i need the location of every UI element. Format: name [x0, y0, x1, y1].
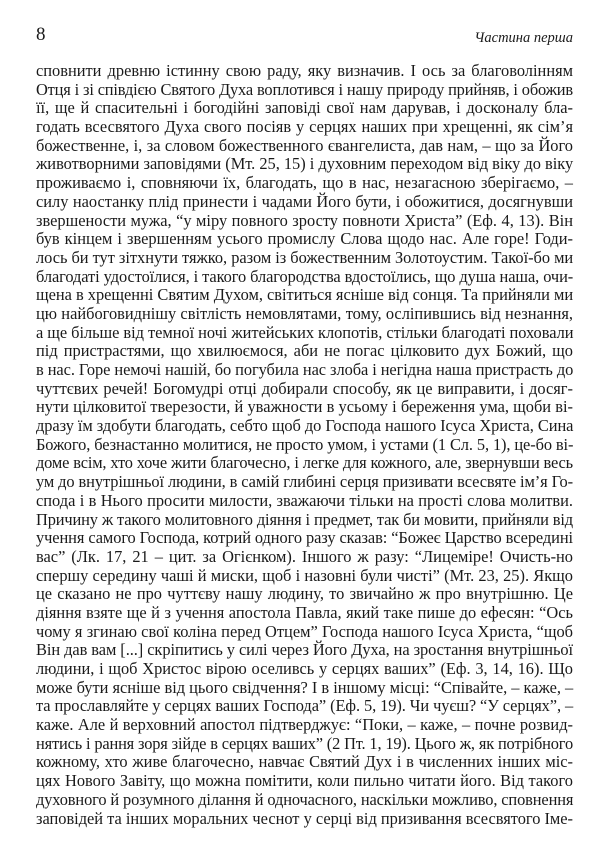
- text-line: кожному, хто живе благочесно, навчає Святий Дух і в численних інших міс-: [36, 752, 573, 772]
- text-line: доме всім, хто хоче жити благочесно, і легке для кожного, але, звернувши весь: [36, 453, 573, 473]
- text-line: чуттєвих речей! Богомудрі отці добирали способу, як це виправити, і досяг-: [36, 378, 573, 398]
- text-line: спершу середину чаші й миски, щоб і назовні були чисті” (Мт. 23, 25). Якщо: [36, 565, 573, 585]
- text-line: її, ще й спасительні і богодійні заповіді свої нам дарував, і досконалу бла-: [36, 98, 573, 118]
- text-line: був кінцем і звершенням усього промислу Слова щодо нас. Але горе! Годи-: [36, 229, 573, 249]
- text-line: годать всесвятого Духа свого посіяв у серцях наших при хрещенні, як сім’я: [36, 117, 573, 137]
- text-line: в нас. Горе немочі нашій, бо погубила нас злоба і негідна наша пристрасть до: [36, 360, 574, 379]
- text-line: лось би тут зітхнути тяжко, разом із божественним Золотоустим. Такої-бо ми: [36, 247, 574, 267]
- text-line: животворними заповідями (Мт. 25, 15) і духовним переходом від віку до віку: [36, 154, 574, 174]
- text-line: а ще більше від темної ночі житейських клопотів, стільки благодаті поховали: [36, 322, 574, 342]
- page-header: [36, 24, 573, 48]
- text-line: заповідей та інших моральних чеснот у серці від призивання всесвятого Іме-: [36, 808, 573, 828]
- text-line: може бути ясніше від цього свідчення? І в іншому місці: “Співайте, – каже, –: [36, 677, 574, 697]
- text-line: Він дав вам [...] скріпитись у силі через Його Духа, на зростання внутрішньої: [36, 640, 574, 660]
- text-line: спода і в Нього просити милости, зважаючи тільки на прості слова молитви.: [36, 490, 573, 510]
- text-line: нятись і рання зоря зійде в серцях ваших” (2 Пт. 1, 19). Цього ж, як потрібного: [36, 733, 573, 753]
- running-title: Частина перша: [474, 30, 573, 46]
- text-line: Причину ж такого молитовного діяння і предмет, так би мовити, прийняли від: [36, 509, 573, 529]
- text-line: вас” (Лк. 17, 21 – цит. за Огієнком). Іншого ж разу: “Лицеміре! Очисть-но: [36, 546, 573, 566]
- text-line: Отця і зі співдією Святого Духа воплотився і нашу природу прийняв, і обожив: [36, 79, 573, 99]
- text-line: божественне, і, за словом божественного євангелиста, дав нам, – що за Його: [36, 135, 573, 155]
- text-line: звершености мужа, “у міру повного зросту повноти Христа” (Еф. 4, 13). Він: [36, 210, 573, 230]
- text-line: силу наостанку плід принести і чадами Його бути, і обожитися, досягнувши: [36, 191, 573, 211]
- text-line: каже. Але й верховний апостол підтверджує: “Поки, – каже, – почне розвид-: [36, 715, 573, 735]
- text-line: дразу їм здобути благодать, себто щоб до Господа нашого Ісуса Христа, Сина: [36, 416, 574, 436]
- text-line: цю найбоговиднішу світлість немовлятами, тому, осліпившись від незнання,: [36, 303, 573, 323]
- page-number: 8: [36, 24, 46, 45]
- text-line: це сказано не про чуттєву нашу людину, то звичайно ж про внутрішню. Це: [36, 584, 573, 604]
- text-line: нути цілковитої тверезости, й уважности в усьому і береження ума, щоби ві-: [36, 397, 573, 417]
- text-line: ум до внутрішньої людини, в самій глибині серця призивати всесвяте ім’я Го-: [36, 472, 573, 492]
- text-line: благодаті удостоїлися, і такого благородства вдостоїлись, що душа наша, очи-: [36, 266, 574, 286]
- text-line: під пристрастями, що хвилюємося, аби не погас цілковито дух Божий, що: [36, 341, 573, 361]
- text-line: цях Нового Завіту, що можна помітити, коли пильно читати його. Від такого: [36, 771, 573, 791]
- text-line: діяння взяте ще й з учення апостола Павла, який таке пише до ефесян: “Ось: [36, 602, 573, 622]
- text-line: учення самого Господа, котрий одного разу сказав: “Божеє Царство всередині: [36, 528, 574, 548]
- text-line: чому я згинаю свої коліна перед Отцем” Господа нашого Ісуса Христа, “щоб: [36, 621, 573, 641]
- text-line: Божого, безнастанно молитися, не просто умом, і устами (1 Сл. 5, 1), це-бо ві-: [36, 434, 574, 454]
- text-line: людини, і щоб Христос вірою оселивсь у серцях ваших” (Еф. 3, 14, 16). Що: [36, 659, 573, 678]
- text-line: сповнити древню істинну свою раду, яку визначив. І ось за благоволінням: [36, 61, 573, 80]
- body-text: [36, 62, 573, 828]
- text-line: проживаємо і, сповняючи їх, благодать, що в нас, незагасною зберігаємо, –: [36, 173, 573, 193]
- text-line: щена в хрещенні Святим Духом, світиться ясніше від сонця. Та прийняли ми: [36, 285, 574, 305]
- text-line: духовного й розумного ділання й одночасного, наскільки можливо, сповнення: [36, 789, 574, 809]
- text-line: та прославляйте у серцях ваших Господа” (Еф. 5, 19). Чи чуєш? “У серцях”, –: [36, 696, 574, 716]
